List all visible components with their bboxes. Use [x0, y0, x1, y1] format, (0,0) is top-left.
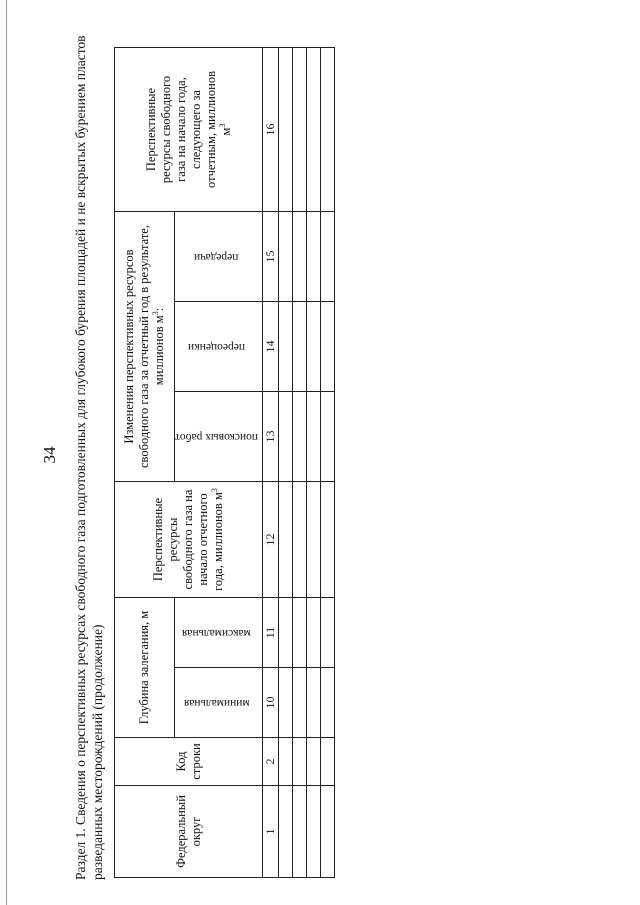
header-change-reassess-label: переоценки: [188, 341, 246, 353]
cell: [293, 786, 307, 878]
cell: [293, 738, 307, 786]
header-resources-next: [115, 48, 263, 212]
resources-table: [114, 47, 335, 878]
cell: [321, 786, 335, 878]
cell: [321, 212, 335, 302]
cell: [307, 302, 321, 392]
cell: [307, 212, 321, 302]
column-number: 13: [263, 392, 279, 482]
cell: [321, 392, 335, 482]
column-number: 16: [263, 48, 279, 212]
header-row-1: [115, 48, 175, 878]
cell: [293, 598, 307, 668]
header-change-transfer-label: передачи: [194, 251, 239, 263]
cell: [279, 392, 293, 482]
column-number: 1: [263, 786, 279, 878]
cell: [307, 668, 321, 738]
cell: [307, 738, 321, 786]
header-row-code-label: Код строки: [173, 743, 203, 780]
empty-data-row: [293, 48, 307, 878]
header-changes-group: [115, 212, 175, 482]
unit-power-2: 3: [150, 311, 160, 316]
cell: [279, 738, 293, 786]
cell: [321, 598, 335, 668]
page-number: 34: [40, 446, 59, 464]
column-number: 12: [263, 482, 279, 598]
header-federal-district-label: Федеральный округ: [173, 795, 203, 868]
cell: [307, 786, 321, 878]
caption-line-1: Раздел 1. Сведения о перспективных ресурсах свободного газа подготовленных для глубокого бурения площадей и не вскрытых бурением пластов: [73, 35, 88, 880]
cell: [279, 668, 293, 738]
column-number: 10: [263, 668, 279, 738]
header-depth-min: [175, 668, 263, 738]
section-caption: [72, 20, 106, 880]
cell: [293, 482, 307, 598]
header-changes-group-label: Изменения перспективных ресурсов свободного газа за отчетный год в результате, миллионов м: [122, 225, 166, 468]
cell: [279, 302, 293, 392]
cell: [321, 668, 335, 738]
header-row-code: [115, 738, 263, 786]
unit-power-3: 3: [217, 123, 227, 128]
cell: [293, 212, 307, 302]
header-change-search-label: поисковых работ: [175, 431, 259, 443]
header-depth-group-label: Глубина залегания, м: [137, 610, 151, 725]
header-resources-start-label: Перспективные ресурсы свободного газа на начало отчетного года, миллионов м: [151, 489, 226, 591]
caption-line-2: разведанных месторождений (продолжение): [90, 624, 105, 880]
empty-data-row: [307, 48, 321, 878]
column-number: 14: [263, 302, 279, 392]
cell: [279, 48, 293, 212]
column-number: 15: [263, 212, 279, 302]
header-depth-max-label: максимальная: [182, 627, 251, 639]
header-depth-group: [115, 598, 175, 738]
cell: [293, 392, 307, 482]
header-depth-min-label: минимальная: [183, 697, 250, 709]
cell: [279, 482, 293, 598]
cell: [293, 48, 307, 212]
header-federal-district: [115, 786, 263, 878]
cell: [279, 212, 293, 302]
column-number: 2: [263, 738, 279, 786]
header-change-search: [175, 392, 263, 482]
empty-data-row: [279, 48, 293, 878]
empty-data-row: [321, 48, 335, 878]
cell: [293, 668, 307, 738]
header-resources-start: [115, 482, 263, 598]
column-number-row: [263, 48, 279, 878]
cell: [321, 48, 335, 212]
cell: [293, 302, 307, 392]
cell: [307, 48, 321, 212]
cell: [307, 598, 321, 668]
colon: :: [152, 307, 166, 312]
header-change-transfer: [175, 212, 263, 302]
cell: [307, 392, 321, 482]
cell: [321, 302, 335, 392]
column-number: 11: [263, 598, 279, 668]
header-depth-max: [175, 598, 263, 668]
cell: [321, 738, 335, 786]
cell: [279, 598, 293, 668]
cell: [321, 482, 335, 598]
header-resources-next-label: Перспективные ресурсы свободного газа на начало года, следующего за отчетным, миллионов м: [143, 71, 233, 188]
unit-power-1: 3: [209, 488, 219, 493]
header-change-reassess: [175, 302, 263, 392]
cell: [307, 482, 321, 598]
cell: [279, 786, 293, 878]
